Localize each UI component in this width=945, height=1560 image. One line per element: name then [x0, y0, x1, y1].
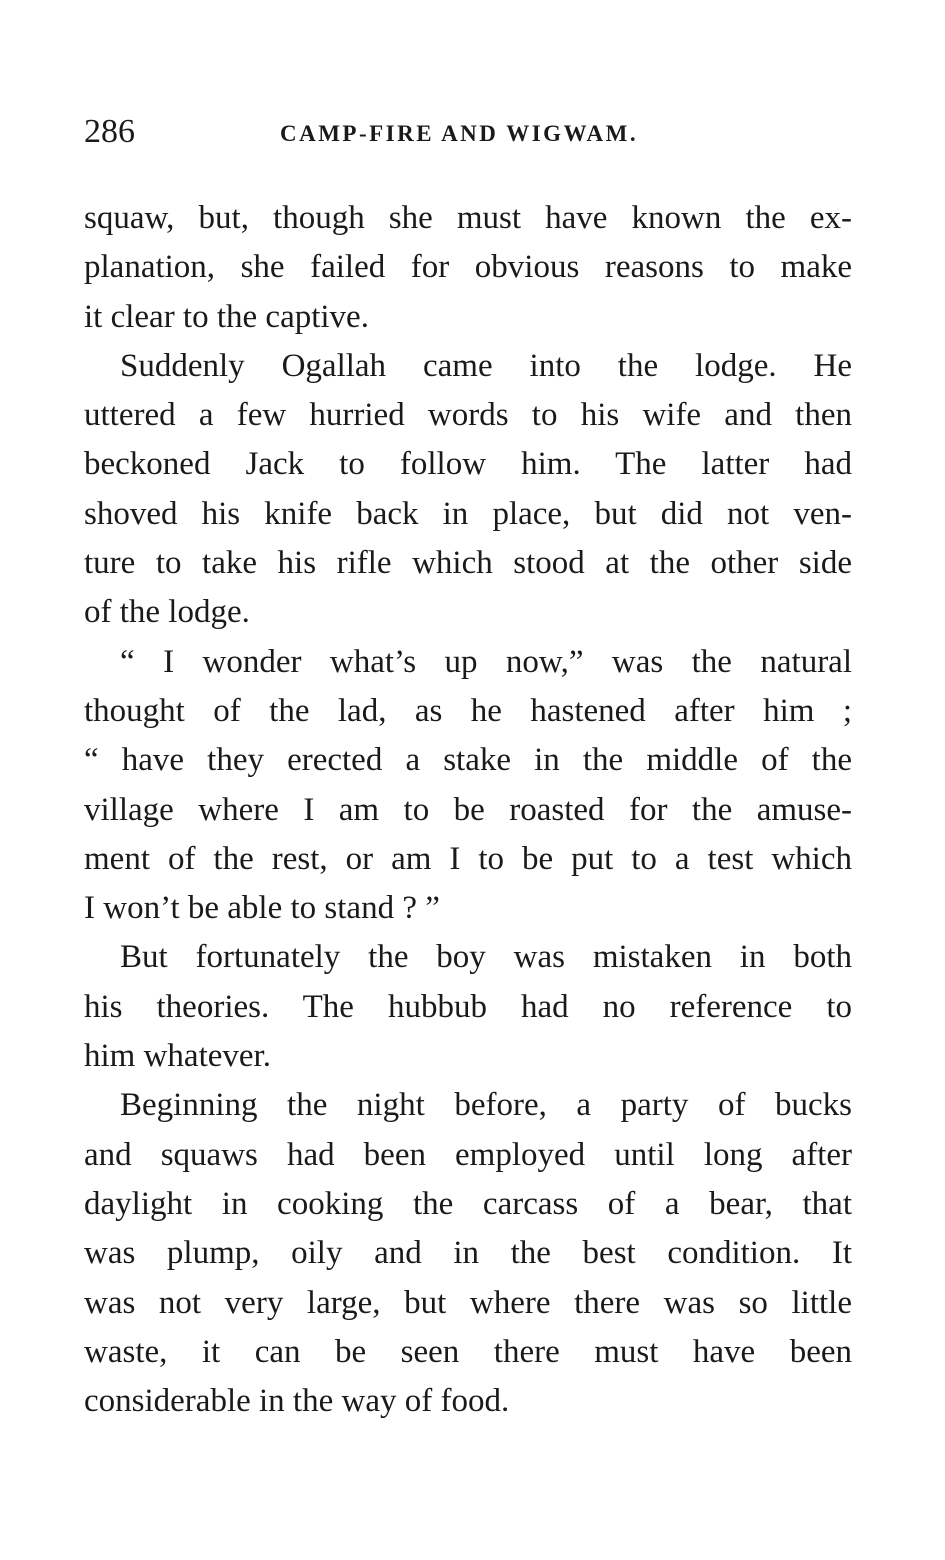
text-line: “ have they erected a stake in the middle of the — [84, 742, 852, 779]
text-line: But fortunately the boy was mistaken in both — [120, 939, 852, 976]
text-line: Suddenly Ogallah came into the lodge. He — [120, 347, 852, 384]
text-line: planation, she failed for obvious reasons to make — [84, 249, 852, 286]
text-line: I won’t be able to stand ? ” — [84, 890, 440, 927]
text-line: thought of the lad, as he hastened after him ; — [84, 692, 852, 729]
body-text — [84, 194, 852, 1426]
running-head — [84, 110, 854, 154]
text-line: daylight in cooking the carcass of a bear, that — [84, 1185, 852, 1222]
text-line: waste, it can be seen there must have been — [84, 1333, 852, 1370]
text-line: and squaws had been employed until long after — [84, 1136, 852, 1173]
text-line: him whatever. — [84, 1038, 271, 1075]
text-line: shoved his knife back in place, but did not ven- — [84, 495, 852, 532]
text-line: of the lodge. — [84, 594, 250, 631]
text-line: was not very large, but where there was so little — [84, 1284, 852, 1321]
running-title: CAMP-FIRE AND WIGWAM. — [280, 121, 639, 146]
text-line: “ I wonder what’s up now,” was the natural — [120, 643, 852, 680]
text-line: village where I am to be roasted for the amuse- — [84, 791, 852, 828]
text-line: it clear to the captive. — [84, 298, 369, 335]
text-line: his theories. The hubbub had no reference to — [84, 988, 852, 1025]
text-line: uttered a few hurried words to his wife and then — [84, 397, 852, 434]
text-line: beckoned Jack to follow him. The latter had — [84, 446, 852, 483]
page-number: 286 — [84, 113, 135, 150]
text-line: ture to take his rifle which stood at the other side — [84, 545, 852, 582]
text-line: was plump, oily and in the best condition. It — [84, 1235, 852, 1272]
text-line: ment of the rest, or am I to be put to a test which — [84, 840, 852, 877]
text-line: considerable in the way of food. — [84, 1383, 510, 1420]
text-line: Beginning the night before, a party of bucks — [120, 1087, 852, 1124]
text-line: squaw, but, though she must have known the ex- — [84, 200, 852, 236]
